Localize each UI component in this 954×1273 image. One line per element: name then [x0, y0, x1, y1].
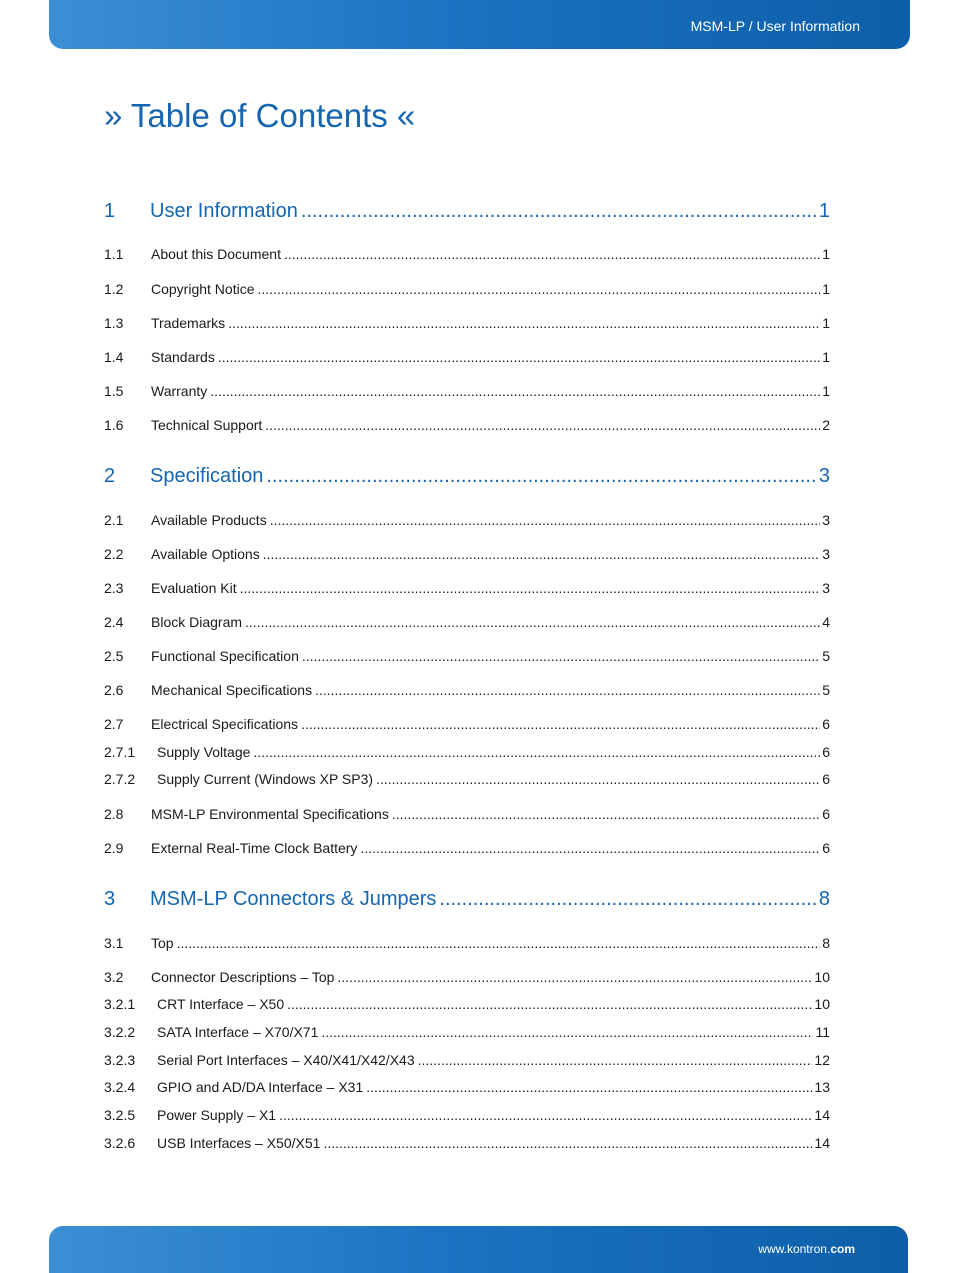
toc-entry-title: Functional Specification — [151, 648, 299, 664]
toc-entry[interactable] — [104, 996, 830, 1014]
toc-entry-page: 8 — [822, 935, 830, 951]
toc-dot-leader — [253, 744, 820, 760]
toc-entry-number: 2.2 — [104, 546, 124, 562]
toc-entry-number: 2.8 — [104, 806, 124, 822]
toc-entry[interactable] — [104, 935, 830, 953]
toc-dot-leader — [284, 246, 820, 262]
toc-entry-number: 2.5 — [104, 648, 124, 664]
toc-entry-title: Available Products — [151, 512, 267, 528]
toc-dot-leader — [279, 1107, 812, 1123]
toc-dot-leader — [337, 969, 812, 985]
toc-entry-title: Specification — [150, 465, 264, 487]
toc-entry-number: 1.6 — [104, 417, 124, 433]
toc-entry[interactable] — [104, 806, 830, 824]
toc-entry-page: 3 — [822, 580, 830, 596]
toc-dot-leader — [418, 1052, 813, 1068]
toc-entry-title: SATA Interface – X70/X71 — [157, 1024, 319, 1040]
toc-entry[interactable] — [104, 744, 830, 762]
toc-entry-page: 14 — [814, 1135, 830, 1151]
toc-entry-page: 3 — [822, 546, 830, 562]
toc-entry-title: CRT Interface – X50 — [157, 996, 285, 1012]
toc-entry-page: 1 — [818, 200, 830, 222]
toc-dot-leader — [265, 417, 820, 433]
toc-entry[interactable] — [104, 465, 830, 491]
toc-entry[interactable] — [104, 1107, 830, 1125]
toc-entry-number: 1.3 — [104, 315, 124, 331]
toc-dot-leader — [366, 1079, 812, 1095]
toc-entry-title: Evaluation Kit — [151, 580, 237, 596]
toc-entry-page: 11 — [815, 1024, 830, 1040]
toc-entry-page: 14 — [814, 1107, 830, 1123]
toc-entry-title: Trademarks — [151, 315, 226, 331]
toc-entry[interactable] — [104, 1079, 830, 1097]
toc-entry-number: 2.7 — [104, 716, 124, 732]
toc-entry-number: 2 — [104, 465, 116, 487]
toc-entry[interactable] — [104, 580, 830, 598]
toc-entry-title: About this Document — [151, 246, 281, 262]
toc-entry-number: 3.2.2 — [104, 1024, 136, 1040]
toc-entry[interactable] — [104, 888, 830, 914]
toc-dot-leader — [301, 200, 817, 223]
toc-entry-page: 10 — [814, 996, 830, 1012]
toc-dot-leader — [323, 1135, 812, 1151]
toc-dot-leader — [287, 996, 812, 1012]
toc-entry-page: 2 — [822, 417, 830, 433]
toc-entry[interactable] — [104, 546, 830, 564]
toc-entry-number: 3.2.4 — [104, 1079, 136, 1095]
toc-entry[interactable] — [104, 1052, 830, 1070]
toc-dot-leader — [270, 512, 821, 528]
toc-dot-leader — [315, 682, 820, 698]
toc-entry-title: Serial Port Interfaces – X40/X41/X42/X43 — [157, 1052, 415, 1068]
toc-entry-page: 1 — [822, 315, 830, 331]
toc-entry-title: Standards — [151, 349, 215, 365]
toc-entry-page: 5 — [822, 682, 830, 698]
toc-entry[interactable] — [104, 1024, 830, 1042]
footer-url[interactable] — [758, 1242, 855, 1256]
footer-url-suffix: com — [830, 1242, 855, 1256]
toc-entry-page: 8 — [818, 888, 830, 910]
toc-entry-number: 3.2.5 — [104, 1107, 136, 1123]
toc-entry-number: 3 — [104, 888, 116, 910]
toc-dot-leader — [301, 716, 820, 732]
toc-dot-leader — [218, 349, 820, 365]
toc-entry-title: Electrical Specifications — [151, 716, 299, 732]
toc-entry[interactable] — [104, 200, 830, 226]
toc-entry-page: 5 — [822, 648, 830, 664]
toc-entry-title: Supply Voltage — [157, 744, 251, 760]
toc-entry-number: 3.2 — [104, 969, 124, 985]
toc-entry-title: Technical Support — [151, 417, 263, 433]
toc-entry-page: 4 — [822, 614, 830, 630]
toc-dot-leader — [392, 806, 820, 822]
toc-entry-page: 6 — [822, 840, 830, 856]
toc-entry-title: Connector Descriptions – Top — [151, 969, 335, 985]
toc-entry-title: Warranty — [151, 383, 208, 399]
toc-entry-number: 2.7.2 — [104, 771, 136, 787]
toc-entry[interactable] — [104, 349, 830, 367]
toc-entry[interactable] — [104, 682, 830, 700]
toc-entry-page: 3 — [818, 465, 830, 487]
toc-entry-title: MSM-LP Connectors & Jumpers — [150, 888, 437, 910]
toc-entry-title: USB Interfaces – X50/X51 — [157, 1135, 321, 1151]
toc-entry-page: 6 — [822, 716, 830, 732]
toc-entry-number: 1.5 — [104, 383, 124, 399]
toc-entry-page: 10 — [814, 969, 830, 985]
toc-entry-title: Copyright Notice — [151, 281, 255, 297]
toc-dot-leader — [258, 281, 821, 297]
toc-entry[interactable] — [104, 315, 830, 333]
toc-dot-leader — [302, 648, 820, 664]
toc-entry-title: Power Supply – X1 — [157, 1107, 277, 1123]
toc-entry-number: 2.4 — [104, 614, 124, 630]
toc-entry-number: 2.6 — [104, 682, 124, 698]
toc-entry-page: 3 — [822, 512, 830, 528]
toc-dot-leader — [240, 580, 821, 596]
toc-entry-number: 3.2.1 — [104, 996, 136, 1012]
toc-entry-title: Supply Current (Windows XP SP3) — [157, 771, 374, 787]
header-text: MSM-LP / User Information — [690, 18, 860, 34]
toc-entry-page: 1 — [822, 246, 830, 262]
toc-entry-title: GPIO and AD/DA Interface – X31 — [157, 1079, 364, 1095]
toc-entry-number: 3.2.3 — [104, 1052, 136, 1068]
toc-dot-leader — [321, 1024, 813, 1040]
toc-entry[interactable] — [104, 383, 830, 401]
toc-dot-leader — [439, 888, 816, 911]
footer-url-prefix: www.kontron. — [758, 1242, 831, 1256]
toc-entry-page: 6 — [822, 771, 830, 787]
toc-dot-leader — [228, 315, 820, 331]
toc-entry-page: 1 — [822, 349, 830, 365]
toc-entry[interactable] — [104, 716, 830, 734]
toc-entry[interactable] — [104, 417, 830, 435]
toc-entry-page: 12 — [814, 1052, 830, 1068]
toc-entry[interactable] — [104, 512, 830, 530]
toc-entry-number: 1.1 — [104, 246, 124, 262]
toc-entry[interactable] — [104, 840, 830, 858]
toc-entry-number: 1.4 — [104, 349, 124, 365]
toc-entry-page: 1 — [822, 281, 830, 297]
footer-band — [49, 1226, 908, 1273]
toc-entry-number: 2.7.1 — [104, 744, 136, 760]
toc-entry-number: 3.2.6 — [104, 1135, 136, 1151]
toc-entry-page: 6 — [822, 744, 830, 760]
toc-entry-title: Top — [151, 935, 174, 951]
toc-entry-title: External Real-Time Clock Battery — [151, 840, 358, 856]
toc-entry-title: Mechanical Specifications — [151, 682, 313, 698]
toc-entry[interactable] — [104, 281, 830, 299]
toc-entry[interactable] — [104, 771, 830, 789]
toc-entry-number: 2.3 — [104, 580, 124, 596]
toc-entry-title: Available Options — [151, 546, 260, 562]
toc-entry-number: 2.9 — [104, 840, 124, 856]
toc-dot-leader — [245, 614, 820, 630]
toc-entry[interactable] — [104, 246, 830, 264]
toc-entry-page: 1 — [822, 383, 830, 399]
toc-entry[interactable] — [104, 1135, 830, 1153]
header-band — [49, 0, 910, 49]
toc-dot-leader — [360, 840, 820, 856]
toc-entry-number: 1 — [104, 200, 116, 222]
toc-entry-title: Block Diagram — [151, 614, 243, 630]
toc-dot-leader — [177, 935, 821, 951]
toc-dot-leader — [263, 546, 821, 562]
toc-entry-number: 1.2 — [104, 281, 124, 297]
toc-dot-leader — [266, 465, 816, 488]
toc-entry[interactable] — [104, 969, 830, 987]
toc-entry-title: User Information — [150, 200, 298, 222]
toc-entry-number: 2.1 — [104, 512, 124, 528]
toc-entry[interactable] — [104, 648, 830, 666]
toc-entry-title: MSM-LP Environmental Specifications — [151, 806, 389, 822]
toc-entry[interactable] — [104, 614, 830, 632]
toc-entry-number: 3.1 — [104, 935, 124, 951]
toc-dot-leader — [210, 383, 820, 399]
toc-dot-leader — [376, 771, 820, 787]
toc-entry-page: 6 — [822, 806, 830, 822]
toc-entry-page: 13 — [814, 1079, 830, 1095]
page-title: » Table of Contents « — [104, 97, 416, 134]
